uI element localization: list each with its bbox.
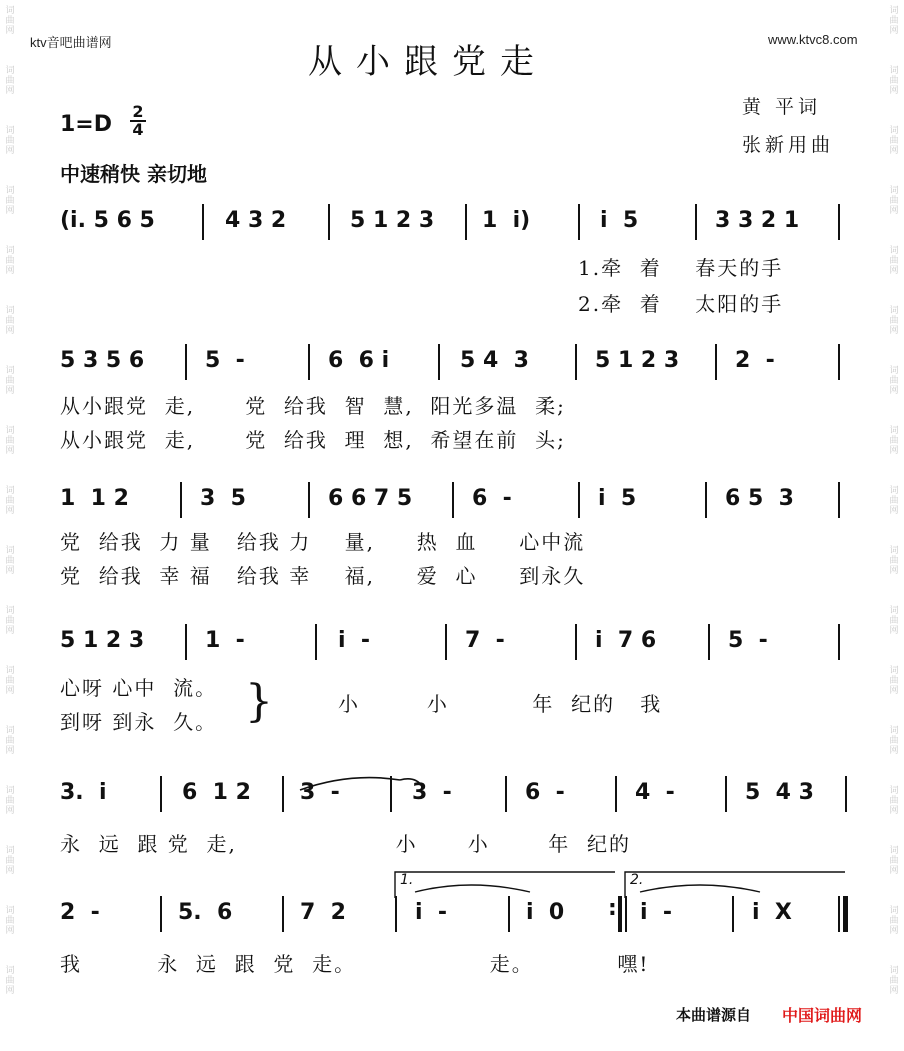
measure: 1 - <box>205 628 245 653</box>
measure: 3 - <box>300 780 340 805</box>
measure: 3 3 2 1 <box>715 208 800 233</box>
page-title: 从小跟党走 <box>308 42 548 82</box>
measure: 3 - <box>412 780 452 805</box>
margin-watermark-text: 词 曲 网 <box>889 186 899 216</box>
measure: 7 - <box>465 628 505 653</box>
lyric-verse-2: 党 给我 幸 福 给我 幸 福, 爱 心 到永久 <box>60 564 586 588</box>
time-signature <box>130 104 146 138</box>
margin-watermark-text: 词 曲 网 <box>889 486 899 516</box>
margin-watermark-text: 词 曲 网 <box>889 6 899 36</box>
margin-watermark-text: 词 曲 网 <box>889 606 899 636</box>
margin-watermark-text: 词 曲 网 <box>5 606 15 636</box>
margin-watermark-text: 词 曲 网 <box>889 666 899 696</box>
measure: 5 1 2 3 <box>60 628 145 653</box>
measure: i 7 6 <box>595 628 657 653</box>
measure: 5 - <box>205 348 245 373</box>
margin-watermark-text: 词 曲 网 <box>889 246 899 276</box>
score-line-1 <box>60 200 850 320</box>
margin-watermark-text: 词 曲 网 <box>889 126 899 156</box>
margin-watermark-text: 词 曲 网 <box>889 426 899 456</box>
score-line-6 <box>60 870 850 980</box>
right-site-watermark: www.ktvc8.com <box>768 32 858 47</box>
margin-watermark-text: 词 曲 网 <box>889 66 899 96</box>
score-line-2 <box>60 340 850 460</box>
lyric-refrain: 小 小 年 纪的 我 <box>338 692 663 716</box>
lyric-verse-2: 2.牵 着 太阳的手 <box>578 292 784 316</box>
measure: i - <box>338 628 370 653</box>
margin-watermark-text: 词 曲 网 <box>5 366 15 396</box>
tie-arc <box>60 772 850 792</box>
measure: 5. 6 <box>178 900 233 925</box>
margin-watermark-text: 词 曲 网 <box>5 66 15 96</box>
measure: i 0 <box>526 900 565 925</box>
margin-watermark-text: 词 曲 网 <box>889 966 899 996</box>
margin-watermark-text: 词 曲 网 <box>889 786 899 816</box>
measure: 5 1 2 3 <box>595 348 680 373</box>
margin-watermark-text: 词 曲 网 <box>5 726 15 756</box>
lyric-verse-2: 到呀 到永 久。 <box>60 710 218 734</box>
composer: 张新用曲 <box>742 134 835 156</box>
margin-watermark-text: 词 曲 网 <box>889 306 899 336</box>
margin-watermark-text: 词 曲 网 <box>5 126 15 156</box>
measure: 4 - <box>635 780 675 805</box>
margin-watermark-text: 词 曲 网 <box>5 786 15 816</box>
lyric-verse-2: 从小跟党 走, 党 给我 理 想, 希望在前 头; <box>60 428 566 452</box>
lyric-line: 永 远 跟 党 走, 小 小 年 纪的 <box>60 832 632 856</box>
margin-watermark-text: 词 曲 网 <box>5 186 15 216</box>
measure: 2 - <box>60 900 100 925</box>
measure: 4 3 2 <box>225 208 287 233</box>
measure: 1 i) <box>482 208 531 233</box>
time-signature-bottom: 4 <box>130 120 146 138</box>
score-line-3 <box>60 478 850 598</box>
margin-watermark-text: 词 曲 网 <box>5 246 15 276</box>
margin-watermark-text: 词 曲 网 <box>5 546 15 576</box>
lyric-verse-1: 党 给我 力 量 给我 力 量, 热 血 心中流 <box>60 530 586 554</box>
measure: i X <box>752 900 792 925</box>
lyric-verse-1: 从小跟党 走, 党 给我 智 慧, 阳光多温 柔; <box>60 394 566 418</box>
key-signature: 1=D <box>60 112 113 137</box>
measure: 1 1 2 <box>60 486 129 511</box>
measure: 5 3 5 6 <box>60 348 145 373</box>
score-line-5 <box>60 772 850 872</box>
margin-watermark-text: 词 曲 网 <box>5 846 15 876</box>
margin-watermark-text: 词 曲 网 <box>889 906 899 936</box>
lyricist: 黄 平词 <box>742 96 822 118</box>
margin-watermark-text: 词 曲 网 <box>5 666 15 696</box>
tempo-marking: 中速稍快 亲切地 <box>60 162 207 186</box>
margin-watermark-text: 词 曲 网 <box>5 486 15 516</box>
measure: 5 - <box>728 628 768 653</box>
volta-2-label: 2. <box>630 872 644 888</box>
lyric-line: 我 永 远 跟 党 走。 走。 嘿! <box>60 952 650 976</box>
margin-watermark-text: 词 曲 网 <box>5 426 15 456</box>
margin-watermark-text: 词 曲 网 <box>889 546 899 576</box>
measure: 7 2 <box>300 900 346 925</box>
margin-watermark-text: 词 曲 网 <box>889 846 899 876</box>
score-line-4 <box>60 620 850 740</box>
source-brand-link[interactable]: 中国词曲网 <box>782 1006 863 1025</box>
lyric-verse-1: 心呀 心中 流。 <box>60 676 218 700</box>
measure: i - <box>640 900 672 925</box>
right-margin-watermark <box>886 0 902 1051</box>
repeat-sign: : <box>608 896 617 921</box>
measure: 5 1 2 3 <box>350 208 435 233</box>
verse-brace: } <box>245 676 273 727</box>
margin-watermark-text: 词 曲 网 <box>5 6 15 36</box>
margin-watermark-text: 词 曲 网 <box>5 966 15 996</box>
time-signature-top: 2 <box>132 102 144 121</box>
lyric-verse-1: 1.牵 着 春天的手 <box>578 256 784 280</box>
margin-watermark-text: 词 曲 网 <box>889 726 899 756</box>
measure: 5 4 3 <box>460 348 529 373</box>
measure: 3. i <box>60 780 107 805</box>
measure: i 5 <box>598 486 637 511</box>
left-margin-watermark <box>2 0 18 1051</box>
volta-1-label: 1. <box>400 872 414 888</box>
margin-watermark-text: 词 曲 网 <box>5 906 15 936</box>
measure: 3 5 <box>200 486 246 511</box>
measure: (i. 5 6 5 <box>60 208 155 233</box>
left-site-watermark: ktv音吧曲谱网 <box>30 35 112 50</box>
measure: 6 5 3 <box>725 486 794 511</box>
measure: i - <box>415 900 447 925</box>
margin-watermark-text: 词 曲 网 <box>889 366 899 396</box>
measure: 6 - <box>472 486 512 511</box>
measure: 6 - <box>525 780 565 805</box>
measure: 6 1 2 <box>182 780 251 805</box>
source-label: 本曲谱源自 <box>676 1006 752 1024</box>
measure: 6 6 i <box>328 348 390 373</box>
measure: 6 6 7 5 <box>328 486 413 511</box>
measure: 5 4 3 <box>745 780 814 805</box>
measure: i 5 <box>600 208 639 233</box>
measure: 2 - <box>735 348 775 373</box>
margin-watermark-text: 词 曲 网 <box>5 306 15 336</box>
